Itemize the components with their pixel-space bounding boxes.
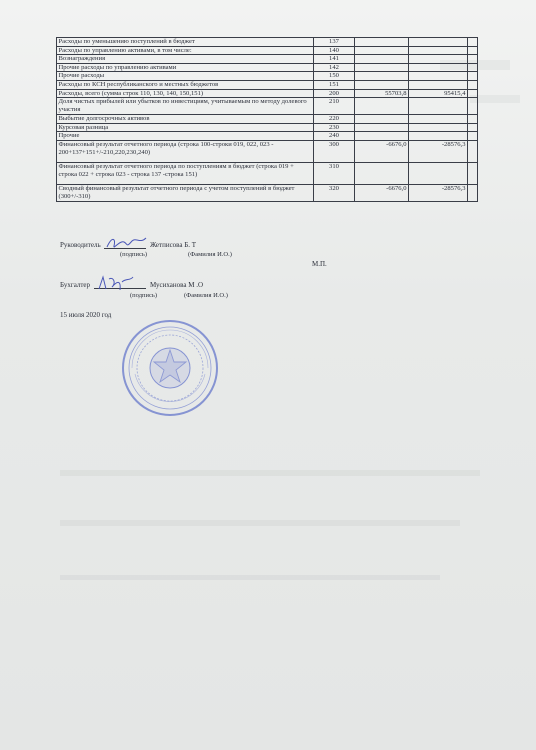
table-row: [57, 38, 478, 47]
row-code-cell: 220: [314, 115, 355, 124]
head-signature-mark: [104, 232, 148, 252]
document-date: 15 июля 2020 год: [60, 311, 112, 319]
row-current-value-cell: [355, 162, 409, 184]
row-extra-cell: [468, 63, 478, 72]
row-extra-cell: [468, 89, 478, 98]
row-name-cell: Прочие: [57, 132, 314, 141]
row-name-cell: Прочие расходы по управлению активами: [57, 63, 314, 72]
row-extra-cell: [468, 72, 478, 81]
row-code-cell: 200: [314, 89, 355, 98]
row-current-value-cell: [355, 80, 409, 89]
table-row: [57, 55, 478, 64]
row-code-cell: 140: [314, 46, 355, 55]
row-previous-value-cell: [409, 132, 468, 141]
row-name-cell: Сводный финансовый результат отчетного периода с учетом поступлений в бюджет (300+/-310): [57, 184, 314, 201]
stamp-place-label: М.П.: [312, 260, 327, 268]
row-current-value-cell: [355, 63, 409, 72]
row-code-cell: 142: [314, 63, 355, 72]
row-name-cell: Расходы по управлению активами, в том числе:: [57, 46, 314, 55]
row-extra-cell: [468, 123, 478, 132]
table-row: [57, 162, 478, 184]
accountant-sign-caption: (подпись): [130, 292, 157, 299]
row-extra-cell: [468, 115, 478, 124]
row-current-value-cell: [355, 72, 409, 81]
row-name-cell: Курсовая разница: [57, 123, 314, 132]
row-name-cell: Расходы по КСН республиканского и местных бюджетов: [57, 80, 314, 89]
row-current-value-cell: -6676,0: [355, 184, 409, 201]
row-code-cell: 137: [314, 38, 355, 47]
row-extra-cell: [468, 46, 478, 55]
table-row: [57, 80, 478, 89]
row-previous-value-cell: -28576,3: [409, 140, 468, 162]
accountant-signature-mark: [96, 272, 136, 294]
row-code-cell: 150: [314, 72, 355, 81]
row-extra-cell: [468, 38, 478, 47]
head-role-label: Руководитель: [60, 241, 101, 249]
head-name: Жетписова Б. Т: [150, 241, 197, 249]
accountant-name: Мусиханова М .О: [150, 281, 204, 289]
row-extra-cell: [468, 140, 478, 162]
row-current-value-cell: 55703,8: [355, 89, 409, 98]
row-name-cell: Расходы по уменьшению поступлений в бюджет: [57, 38, 314, 47]
row-code-cell: 151: [314, 80, 355, 89]
table-row: [57, 140, 478, 162]
row-extra-cell: [468, 184, 478, 201]
row-code-cell: 310: [314, 162, 355, 184]
head-name-caption: (Фамилия И.О.): [188, 251, 232, 258]
row-extra-cell: [468, 80, 478, 89]
row-code-cell: 300: [314, 140, 355, 162]
row-previous-value-cell: -28576,3: [409, 184, 468, 201]
row-code-cell: 210: [314, 98, 355, 115]
accountant-name-caption: (Фамилия И.О.): [184, 292, 228, 299]
row-previous-value-cell: [409, 115, 468, 124]
row-extra-cell: [468, 55, 478, 64]
table-row: [57, 46, 478, 55]
table-row: [57, 63, 478, 72]
row-name-cell: Финансовый результат отчетного периода по поступлениям в бюджет (строка 019 + строка 022 + строка 023 - строка 137 -строка 151): [57, 162, 314, 184]
row-previous-value-cell: [409, 162, 468, 184]
row-current-value-cell: [355, 115, 409, 124]
row-current-value-cell: [355, 38, 409, 47]
table-row: [57, 89, 478, 98]
row-current-value-cell: [355, 123, 409, 132]
row-previous-value-cell: [409, 72, 468, 81]
row-current-value-cell: [355, 55, 409, 64]
row-extra-cell: [468, 162, 478, 184]
row-code-cell: 230: [314, 123, 355, 132]
row-name-cell: Финансовый результат отчетного периода (строка 100-строки 019, 022, 023 - 200+137+151+/-210,220,230,240): [57, 140, 314, 162]
row-current-value-cell: [355, 98, 409, 115]
row-previous-value-cell: [409, 55, 468, 64]
head-sign-caption: (подпись): [120, 251, 147, 258]
row-extra-cell: [468, 132, 478, 141]
row-code-cell: 240: [314, 132, 355, 141]
row-name-cell: Расходы, всего (сумма строк 110, 130, 140, 150,151): [57, 89, 314, 98]
row-code-cell: 320: [314, 184, 355, 201]
row-name-cell: Выбытие долгосрочных активов: [57, 115, 314, 124]
row-code-cell: 141: [314, 55, 355, 64]
row-previous-value-cell: [409, 63, 468, 72]
row-previous-value-cell: [409, 123, 468, 132]
table-row: [57, 132, 478, 141]
table-row: [57, 184, 478, 201]
table-row: [57, 123, 478, 132]
row-current-value-cell: [355, 132, 409, 141]
row-name-cell: Доля чистых прибылей или убытков по инвестициям, учитываемым по методу долевого участия: [57, 98, 314, 115]
table-row: [57, 115, 478, 124]
row-previous-value-cell: [409, 80, 468, 89]
row-name-cell: Вознаграждения: [57, 55, 314, 64]
official-round-stamp: [120, 318, 220, 418]
row-previous-value-cell: [409, 38, 468, 47]
row-previous-value-cell: [409, 98, 468, 115]
financial-results-table: [56, 37, 478, 202]
row-previous-value-cell: [409, 46, 468, 55]
row-current-value-cell: -6676,0: [355, 140, 409, 162]
table-row: [57, 98, 478, 115]
row-name-cell: Прочие расходы: [57, 72, 314, 81]
table-row: [57, 72, 478, 81]
row-previous-value-cell: 95415,4: [409, 89, 468, 98]
accountant-role-label: Бухгалтер: [60, 281, 91, 289]
row-extra-cell: [468, 98, 478, 115]
row-current-value-cell: [355, 46, 409, 55]
